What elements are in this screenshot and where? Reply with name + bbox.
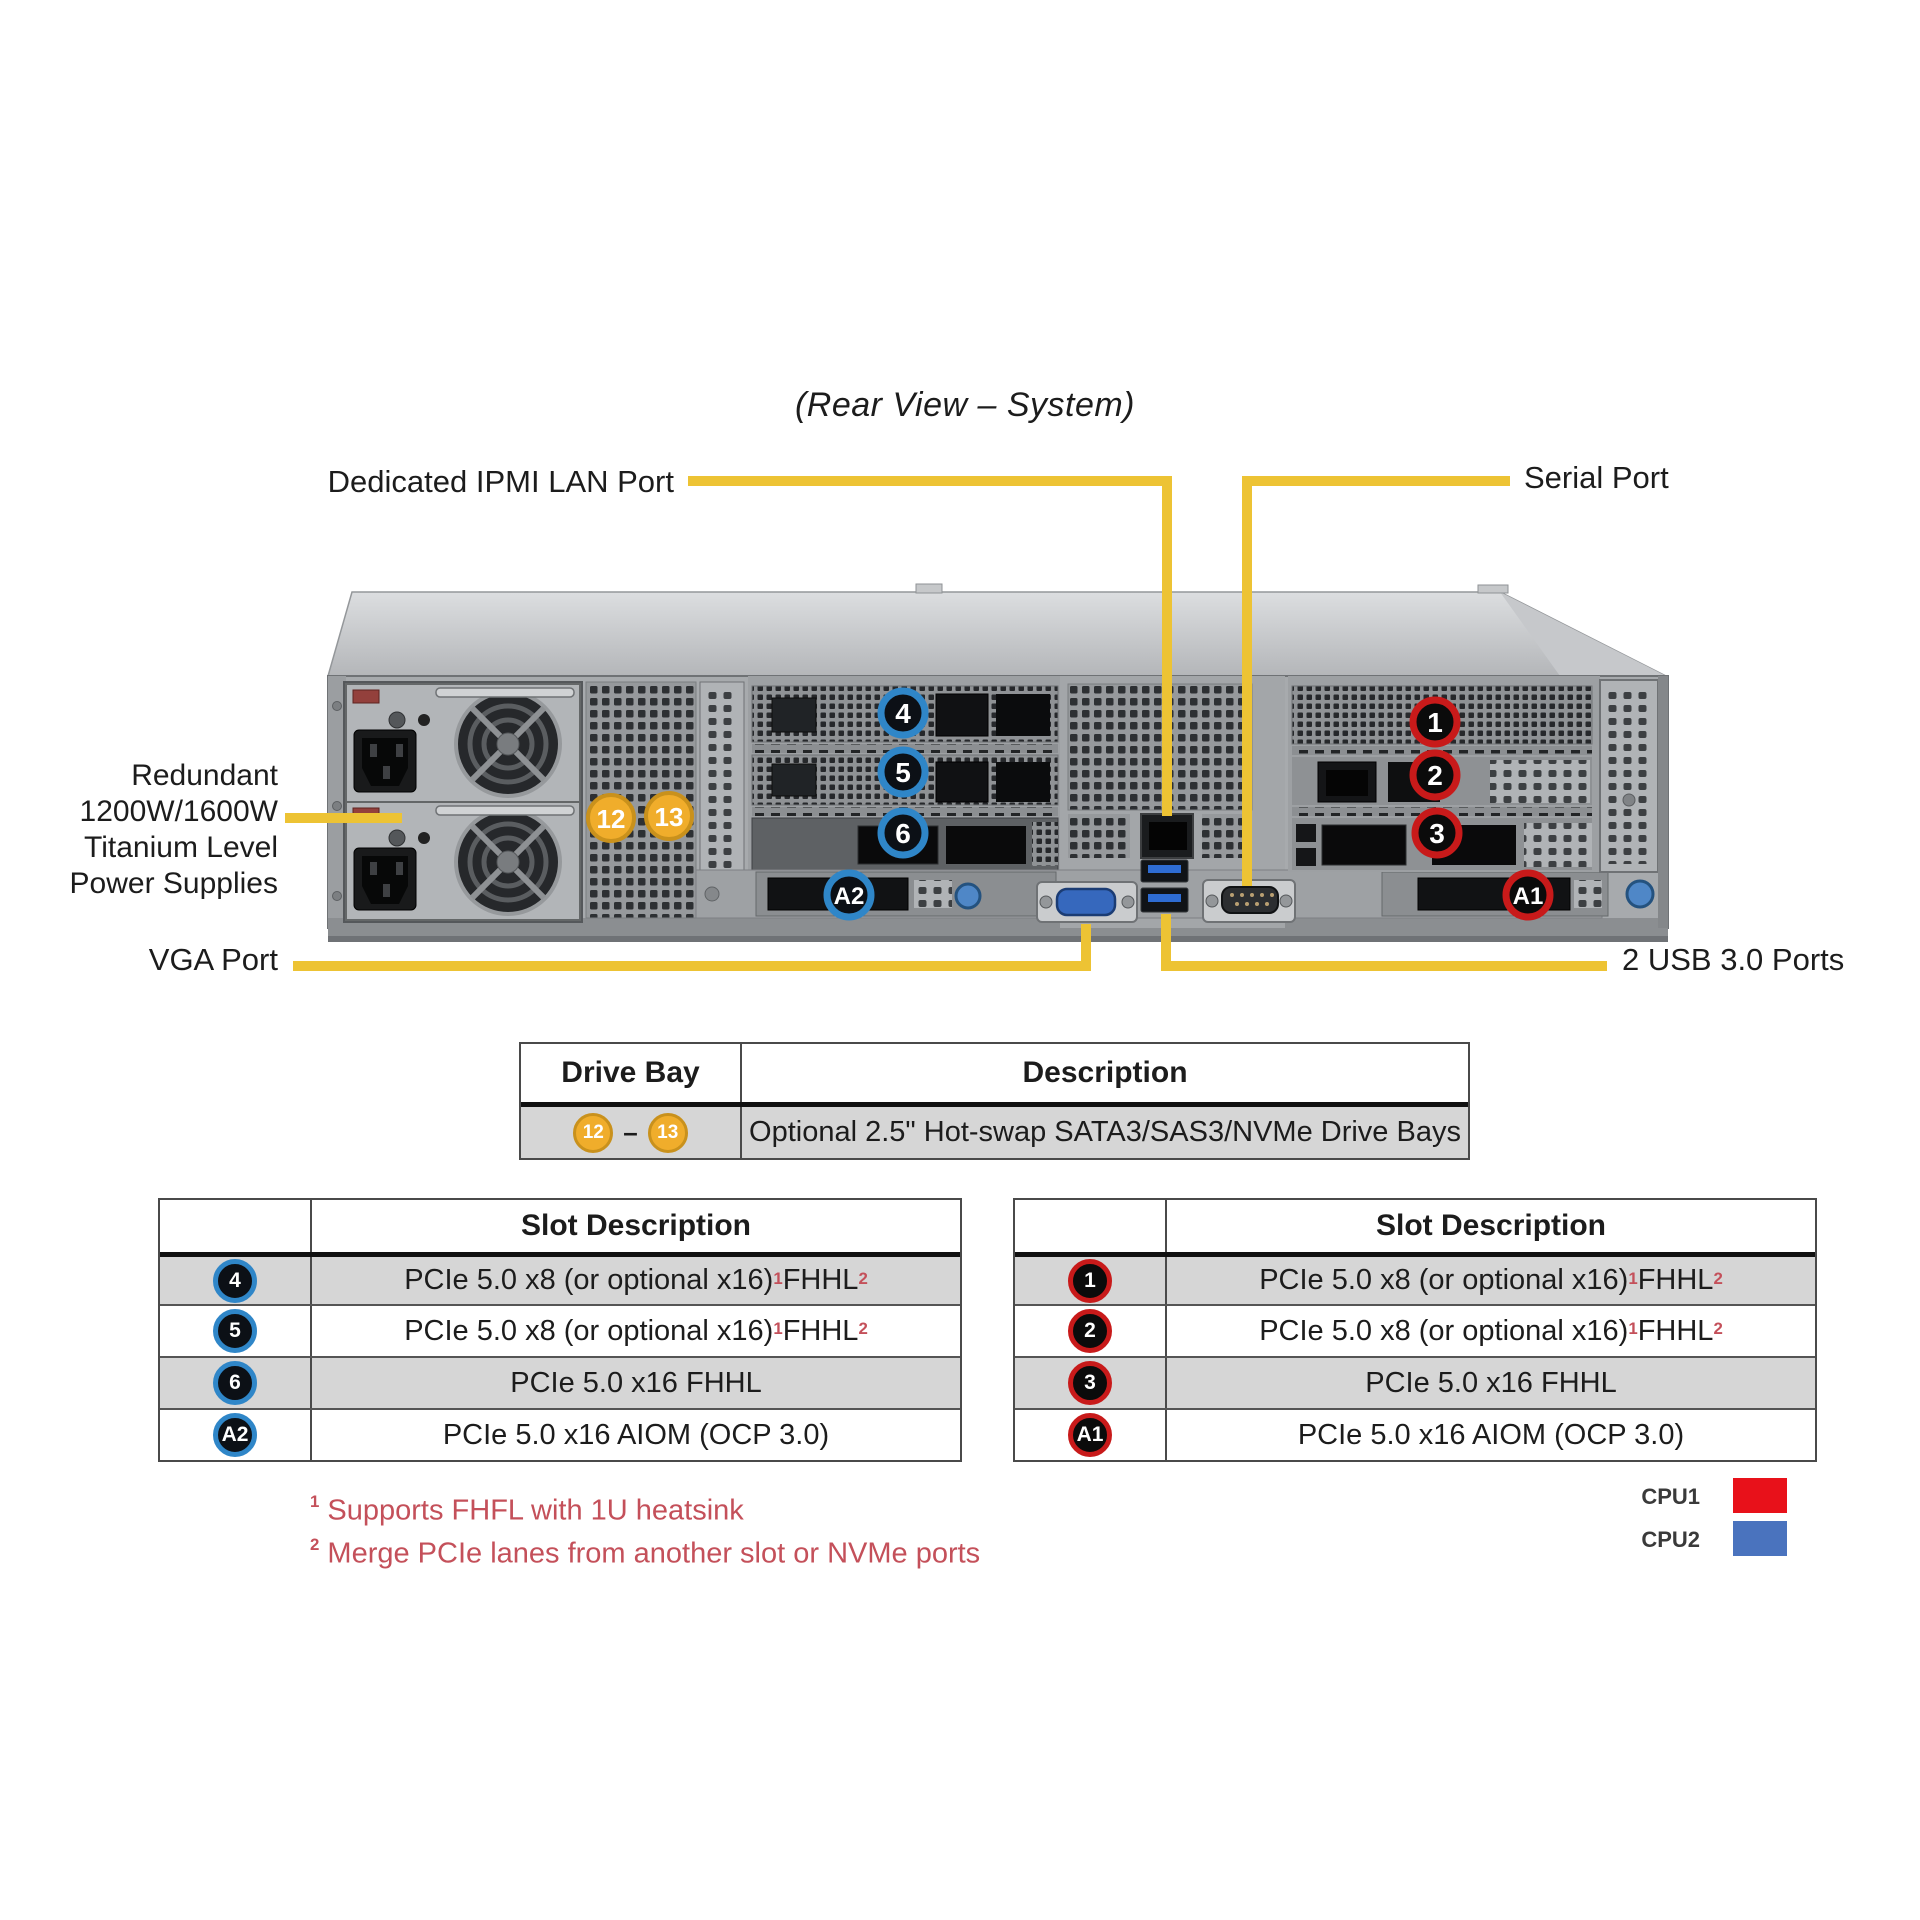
slot-table-cpu1: [1013, 1198, 1817, 1462]
slot-table-cpu2: [158, 1198, 962, 1462]
thumbscrew-a1: [1627, 881, 1653, 907]
badge-slot-3: [1415, 811, 1459, 855]
figure-title: (Rear View – System): [794, 386, 1136, 424]
psu-upper: [346, 684, 580, 802]
footnote-1: $^1$ Supports FHFL with 1U heatsink: [310, 1492, 744, 1527]
drive-bay-header: Drive Bay: [521, 1044, 742, 1102]
callout-vga-port: VGA Port: [148, 942, 278, 977]
svg-text:12: 12: [596, 804, 626, 834]
callout-usb-ports: 2 USB 3.0 Ports: [1622, 942, 1845, 977]
table-row: 5 PCIe 5.0 x8 (or optional x16) $^1$ FHHL $^2$: [160, 1304, 960, 1356]
svg-text:2: 2: [1427, 760, 1443, 791]
table-badge-slot-2: 2: [1068, 1309, 1112, 1353]
badge-slot-a2: [827, 873, 871, 917]
footnotes: [310, 1486, 980, 1571]
chassis-lid: [328, 592, 1666, 676]
serial-port: [1203, 880, 1295, 922]
description-header: Description: [1022, 1056, 1188, 1089]
vga-port: [1037, 882, 1137, 922]
table-row: A2 PCIe 5.0 x16 AIOM (OCP 3.0): [160, 1408, 960, 1460]
fan-grille-lower: [456, 810, 560, 914]
fan-grille-upper: [456, 692, 560, 796]
legend-cpu1-swatch: [1733, 1478, 1787, 1513]
ipmi-lan-port: [1141, 814, 1193, 858]
table-badge-slot-1: 1: [1068, 1259, 1112, 1303]
legend-cpu2-swatch: [1733, 1521, 1787, 1556]
svg-text:A2: A2: [833, 883, 865, 910]
table-badge-slot-4: 4: [213, 1259, 257, 1303]
svg-text:13: 13: [654, 802, 684, 832]
svg-text:5: 5: [895, 757, 911, 788]
table-row: A1 PCIe 5.0 x16 AIOM (OCP 3.0): [1015, 1408, 1815, 1460]
badge-bay-12: [588, 795, 634, 841]
svg-text:1: 1: [1427, 707, 1443, 738]
slot-description-header: Slot Description: [520, 1209, 752, 1242]
table-row: 4 PCIe 5.0 x8 (or optional x16) $^1$ FHHL $^2$: [160, 1252, 960, 1304]
badge-slot-a1: [1506, 873, 1550, 917]
badge-slot-2: [1413, 753, 1457, 797]
svg-text:6: 6: [895, 818, 911, 849]
svg-text:4: 4: [895, 698, 911, 729]
badge-slot-1: [1413, 700, 1457, 744]
thumbscrew-a2: [956, 884, 980, 908]
table-badge-slot-6: 6: [213, 1361, 257, 1405]
chassis: [328, 584, 1668, 942]
drive-bay-description: Optional 2.5" Hot-swap SATA3/SAS3/NVMe Drive Bays: [749, 1116, 1461, 1148]
table-row: 2 PCIe 5.0 x8 (or optional x16) $^1$ FHHL $^2$: [1015, 1304, 1815, 1356]
footnote-2: $^2$ Merge PCIe lanes from another slot or NVMe ports: [310, 1534, 981, 1570]
svg-text:A1: A1: [1512, 883, 1544, 910]
aiom-slot-a2: [756, 872, 1056, 916]
drive-bay-badge-12: 12: [573, 1113, 613, 1153]
badge-bay-13: [646, 793, 692, 839]
callout-ipmi-lan-port: Dedicated IPMI LAN Port: [327, 464, 674, 499]
drive-bay-table: [519, 1042, 1470, 1160]
table-badge-slot-a1: A1: [1068, 1413, 1112, 1457]
table-badge-slot-3: 3: [1068, 1361, 1112, 1405]
legend-cpu2-label: CPU2: [1641, 1527, 1700, 1552]
callout-power-supplies: Redundant 1200W/1600W Titanium Level Power Supplies: [69, 759, 278, 900]
drive-bay-badge-13: 13: [648, 1113, 688, 1153]
table-badge-slot-a2: A2: [213, 1413, 257, 1457]
badge-slot-6: [881, 811, 925, 855]
table-row: 6 PCIe 5.0 x16 FHHL: [160, 1356, 960, 1408]
table-row: 3 PCIe 5.0 x16 FHHL: [1015, 1356, 1815, 1408]
slot-description-header: Slot Description: [1375, 1209, 1607, 1242]
table-row: 1 PCIe 5.0 x8 (or optional x16) $^1$ FHHL $^2$: [1015, 1252, 1815, 1304]
callout-serial-port: Serial Port: [1524, 460, 1669, 495]
badge-slot-4: [881, 691, 925, 735]
svg-text:3: 3: [1429, 818, 1445, 849]
bay-range-dash: –: [623, 1117, 638, 1147]
legend-cpu1-label: CPU1: [1641, 1484, 1700, 1509]
badge-slot-5: [881, 750, 925, 794]
table-badge-slot-5: 5: [213, 1309, 257, 1353]
